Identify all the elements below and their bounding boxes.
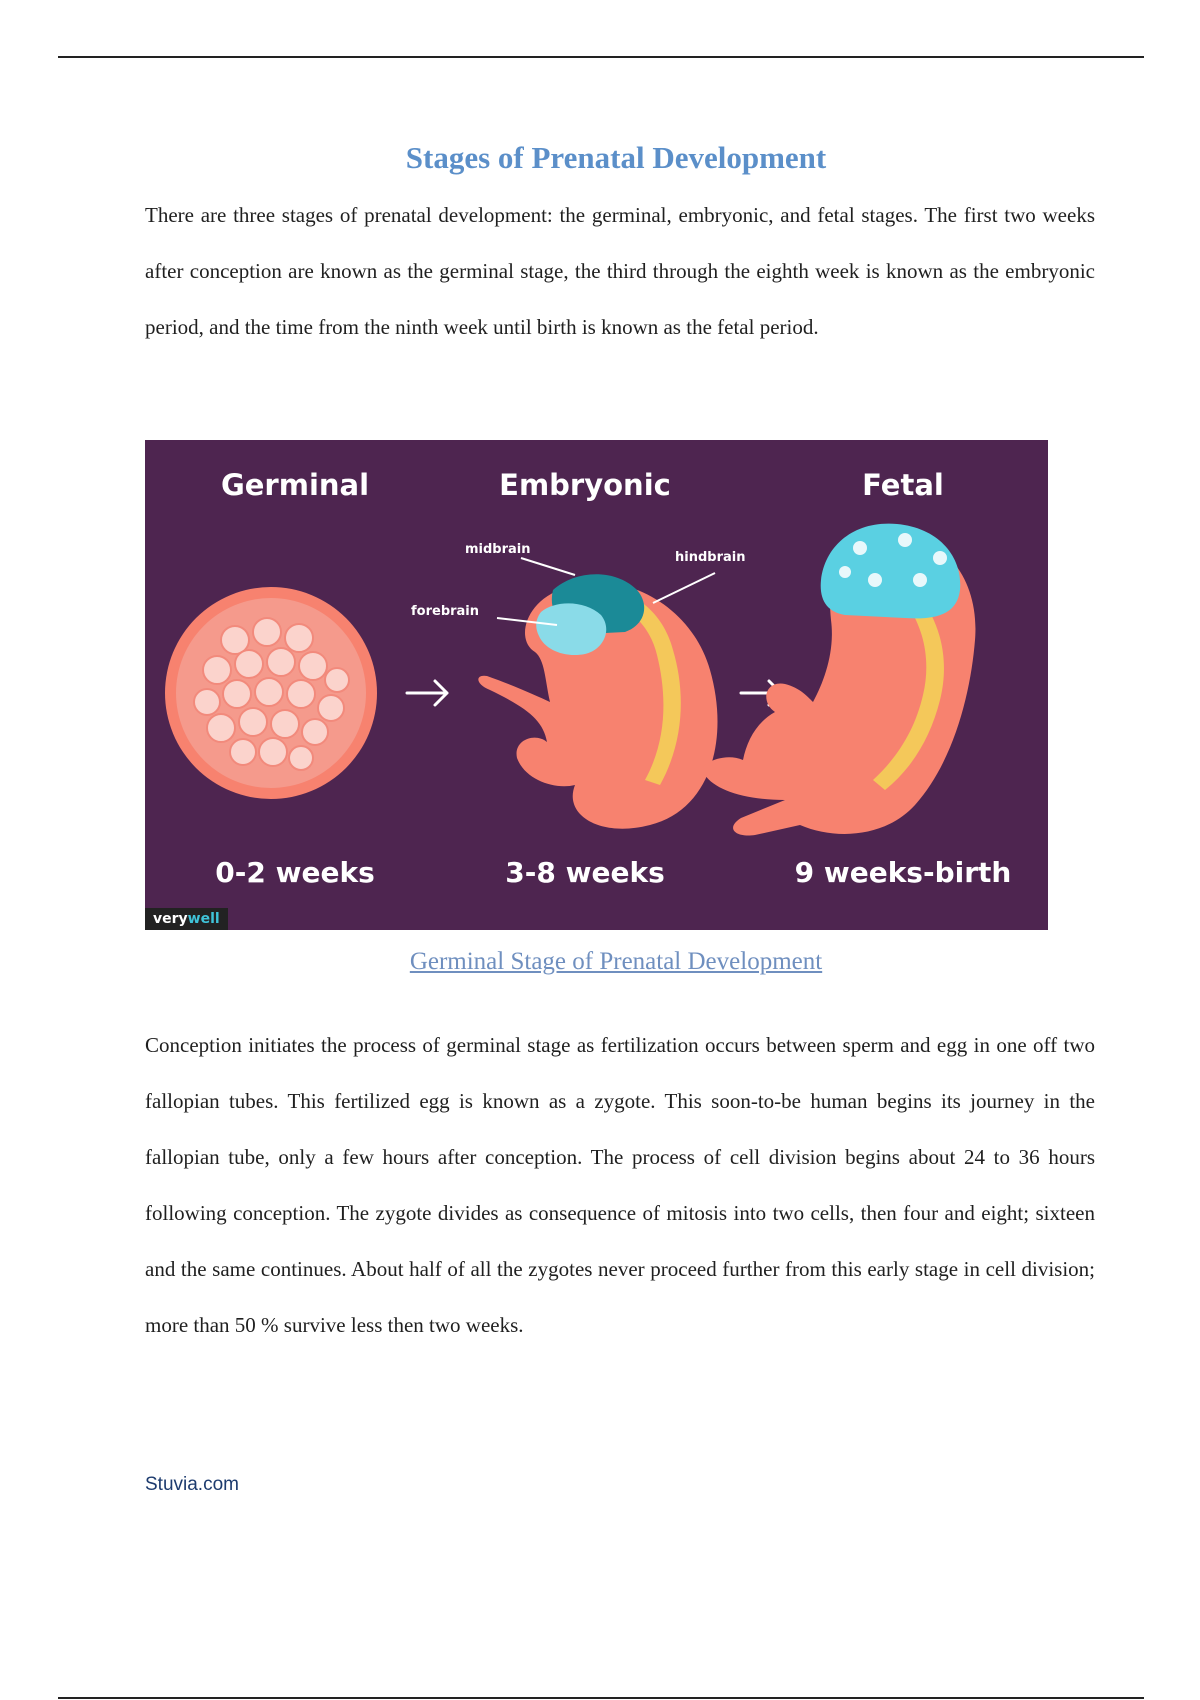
logo-text-well: well [187,911,220,927]
figure-caption-link[interactable]: Germinal Stage of Prenatal Development [409,948,823,975]
germinal-stage-paragraph: Conception initiates the process of germinal stage as fertilization occurs between sperm and egg in one off two fallopian tubes. This fertilized egg is known as a zygote. This soon-to-be human begins its journey in the fallopian tube, only a few hours after conception. The process of cell division begins about 24 to 36 hours following conception. The zygote divides as consequence of mitosis into two cells, then four and eight; sixteen and the same continues. About half of all the zygotes never proceed further from this early stage in cell division; more than 50 % survive less then two weeks. [145,1033,1095,1337]
verywell-logo [145,908,228,930]
stage-title-embryonic: Embryonic [499,468,671,502]
label-forebrain: forebrain [411,604,480,619]
stage-weeks-fetal: 9 weeks-birth [794,856,1012,889]
stage-title-germinal: Germinal [220,468,370,502]
top-rule [58,56,1144,58]
footer-source: Stuvia.com [145,1474,239,1495]
intro-paragraph: There are three stages of prenatal development: the germinal, embryonic, and fetal stages. The first two weeks after conception are known as the germinal stage, the third through the eighth week is known as the embryonic period, and the time from the ninth week until birth is known as the fetal period. [145,203,1095,339]
prenatal-stages-figure [145,440,1048,930]
stage-weeks-embryonic: 3-8 weeks [505,856,665,889]
logo-text-very: very [153,911,188,927]
bottom-rule [58,1697,1144,1699]
page-title: Stages of Prenatal Development [405,140,827,175]
stage-title-fetal: Fetal [862,468,944,502]
zygote-illustration [165,587,377,799]
embryo-illustration [478,574,717,828]
stage-weeks-germinal: 0-2 weeks [215,856,375,889]
label-hindbrain: hindbrain [675,550,746,565]
fetus-illustration [701,524,976,836]
label-midbrain: midbrain [465,542,531,557]
